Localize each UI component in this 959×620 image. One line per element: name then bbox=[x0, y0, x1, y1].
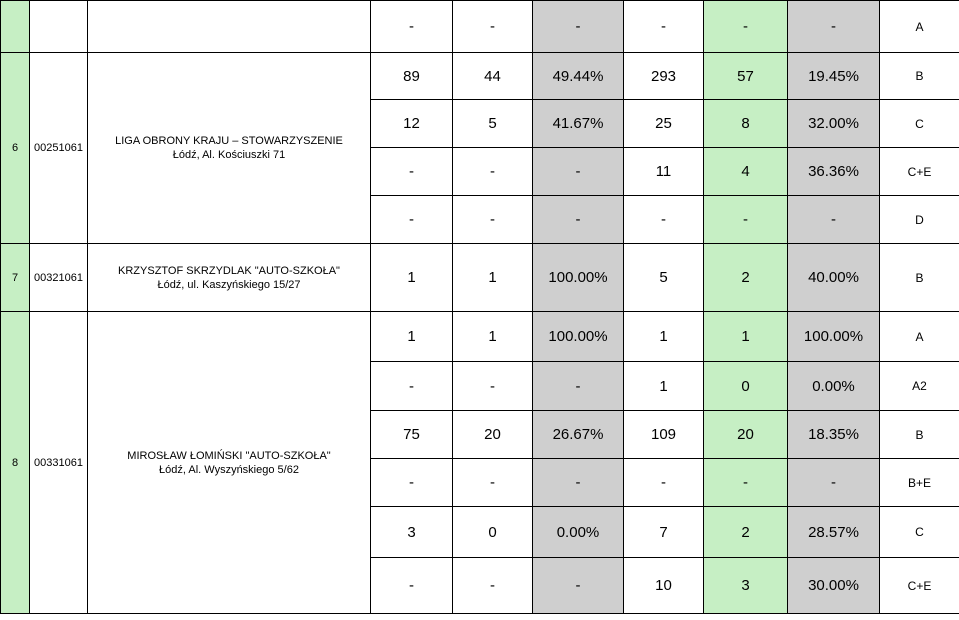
value-cell: 44 bbox=[453, 53, 533, 100]
value-cell: - bbox=[704, 1, 788, 53]
category-cell: C+E bbox=[880, 148, 959, 196]
value-cell: 1 bbox=[371, 312, 453, 362]
value-cell: - bbox=[533, 459, 624, 507]
name-cell bbox=[88, 1, 371, 53]
value-cell: 12 bbox=[371, 100, 453, 148]
value-cell: 3 bbox=[371, 507, 453, 558]
value-cell: 2 bbox=[704, 244, 788, 312]
value-cell: 3 bbox=[704, 558, 788, 614]
school-address: Łódź, Al. Wyszyńskiego 5/62 bbox=[159, 463, 299, 476]
value-cell: 1 bbox=[453, 244, 533, 312]
value-cell: 100.00% bbox=[533, 312, 624, 362]
value-cell: - bbox=[533, 148, 624, 196]
value-cell: 0 bbox=[453, 507, 533, 558]
name-cell bbox=[88, 312, 371, 614]
name-cell bbox=[88, 53, 371, 244]
value-cell: 11 bbox=[624, 148, 704, 196]
category-cell: B bbox=[880, 53, 959, 100]
school-name: KRZYSZTOF SKRZYDLAK "AUTO-SZKOŁA" bbox=[118, 264, 340, 277]
category-cell: A bbox=[880, 312, 959, 362]
value-cell: 100.00% bbox=[533, 244, 624, 312]
category-cell: D bbox=[880, 196, 959, 244]
value-cell: 41.67% bbox=[533, 100, 624, 148]
value-cell: - bbox=[704, 459, 788, 507]
value-cell: 49.44% bbox=[533, 53, 624, 100]
value-cell: - bbox=[704, 196, 788, 244]
school-address: Łódź, ul. Kaszyńskiego 15/27 bbox=[157, 278, 301, 291]
value-cell: 25 bbox=[624, 100, 704, 148]
value-cell: 26.67% bbox=[533, 411, 624, 459]
value-cell: - bbox=[624, 196, 704, 244]
value-cell: - bbox=[533, 558, 624, 614]
value-cell: 20 bbox=[704, 411, 788, 459]
value-cell: - bbox=[371, 558, 453, 614]
value-cell: - bbox=[624, 1, 704, 53]
table-row bbox=[1, 53, 959, 100]
value-cell: 89 bbox=[371, 53, 453, 100]
table-row bbox=[1, 1, 959, 53]
category-cell: B+E bbox=[880, 459, 959, 507]
value-cell: - bbox=[788, 459, 880, 507]
category-cell: B bbox=[880, 411, 959, 459]
category-cell: C+E bbox=[880, 558, 959, 614]
value-cell: - bbox=[453, 558, 533, 614]
category-cell: A2 bbox=[880, 362, 959, 411]
lp-cell bbox=[1, 1, 30, 53]
value-cell: - bbox=[533, 196, 624, 244]
school-address: Łódź, Al. Kościuszki 71 bbox=[172, 149, 286, 161]
value-cell: 75 bbox=[371, 411, 453, 459]
value-cell: 4 bbox=[704, 148, 788, 196]
code-cell bbox=[30, 1, 88, 53]
value-cell: 20 bbox=[453, 411, 533, 459]
value-cell: - bbox=[453, 196, 533, 244]
value-cell: 36.36% bbox=[788, 148, 880, 196]
value-cell: 1 bbox=[624, 362, 704, 411]
value-cell: - bbox=[453, 148, 533, 196]
value-cell: 5 bbox=[453, 100, 533, 148]
value-cell: 100.00% bbox=[788, 312, 880, 362]
table-row bbox=[1, 312, 959, 362]
value-cell: 28.57% bbox=[788, 507, 880, 558]
value-cell: 0.00% bbox=[533, 507, 624, 558]
code-cell: 00251061 bbox=[30, 53, 88, 244]
value-cell: 32.00% bbox=[788, 100, 880, 148]
category-cell: A bbox=[880, 1, 959, 53]
category-cell: C bbox=[880, 507, 959, 558]
table-row bbox=[1, 244, 959, 312]
value-cell: - bbox=[371, 196, 453, 244]
value-cell: - bbox=[453, 459, 533, 507]
value-cell: 7 bbox=[624, 507, 704, 558]
lp-cell: 8 bbox=[1, 312, 30, 614]
value-cell: 19.45% bbox=[788, 53, 880, 100]
lp-cell: 6 bbox=[1, 53, 30, 244]
value-cell: 1 bbox=[453, 312, 533, 362]
value-cell: - bbox=[453, 362, 533, 411]
category-cell: B bbox=[880, 244, 959, 312]
value-cell: - bbox=[453, 1, 533, 53]
value-cell: 30.00% bbox=[788, 558, 880, 614]
value-cell: 40.00% bbox=[788, 244, 880, 312]
value-cell: 1 bbox=[704, 312, 788, 362]
value-cell: 18.35% bbox=[788, 411, 880, 459]
value-cell: 1 bbox=[371, 244, 453, 312]
value-cell: 5 bbox=[624, 244, 704, 312]
code-cell: 00321061 bbox=[30, 244, 88, 312]
value-cell: - bbox=[624, 459, 704, 507]
value-cell: - bbox=[533, 1, 624, 53]
name-cell bbox=[88, 244, 371, 312]
value-cell: 109 bbox=[624, 411, 704, 459]
value-cell: - bbox=[371, 148, 453, 196]
value-cell: - bbox=[371, 459, 453, 507]
value-cell: - bbox=[788, 1, 880, 53]
value-cell: 2 bbox=[704, 507, 788, 558]
value-cell: 8 bbox=[704, 100, 788, 148]
lp-cell: 7 bbox=[1, 244, 30, 312]
school-name: LIGA OBRONY KRAJU – STOWARZYSZENIE bbox=[115, 135, 343, 147]
value-cell: - bbox=[533, 362, 624, 411]
value-cell: - bbox=[371, 1, 453, 53]
value-cell: 1 bbox=[624, 312, 704, 362]
value-cell: 10 bbox=[624, 558, 704, 614]
value-cell: - bbox=[371, 362, 453, 411]
value-cell: - bbox=[788, 196, 880, 244]
value-cell: 0.00% bbox=[788, 362, 880, 411]
value-cell: 0 bbox=[704, 362, 788, 411]
school-name: MIROSŁAW ŁOMIŃSKI "AUTO-SZKOŁA" bbox=[127, 449, 331, 462]
code-cell: 00331061 bbox=[30, 312, 88, 614]
value-cell: 57 bbox=[704, 53, 788, 100]
value-cell: 293 bbox=[624, 53, 704, 100]
category-cell: C bbox=[880, 100, 959, 148]
